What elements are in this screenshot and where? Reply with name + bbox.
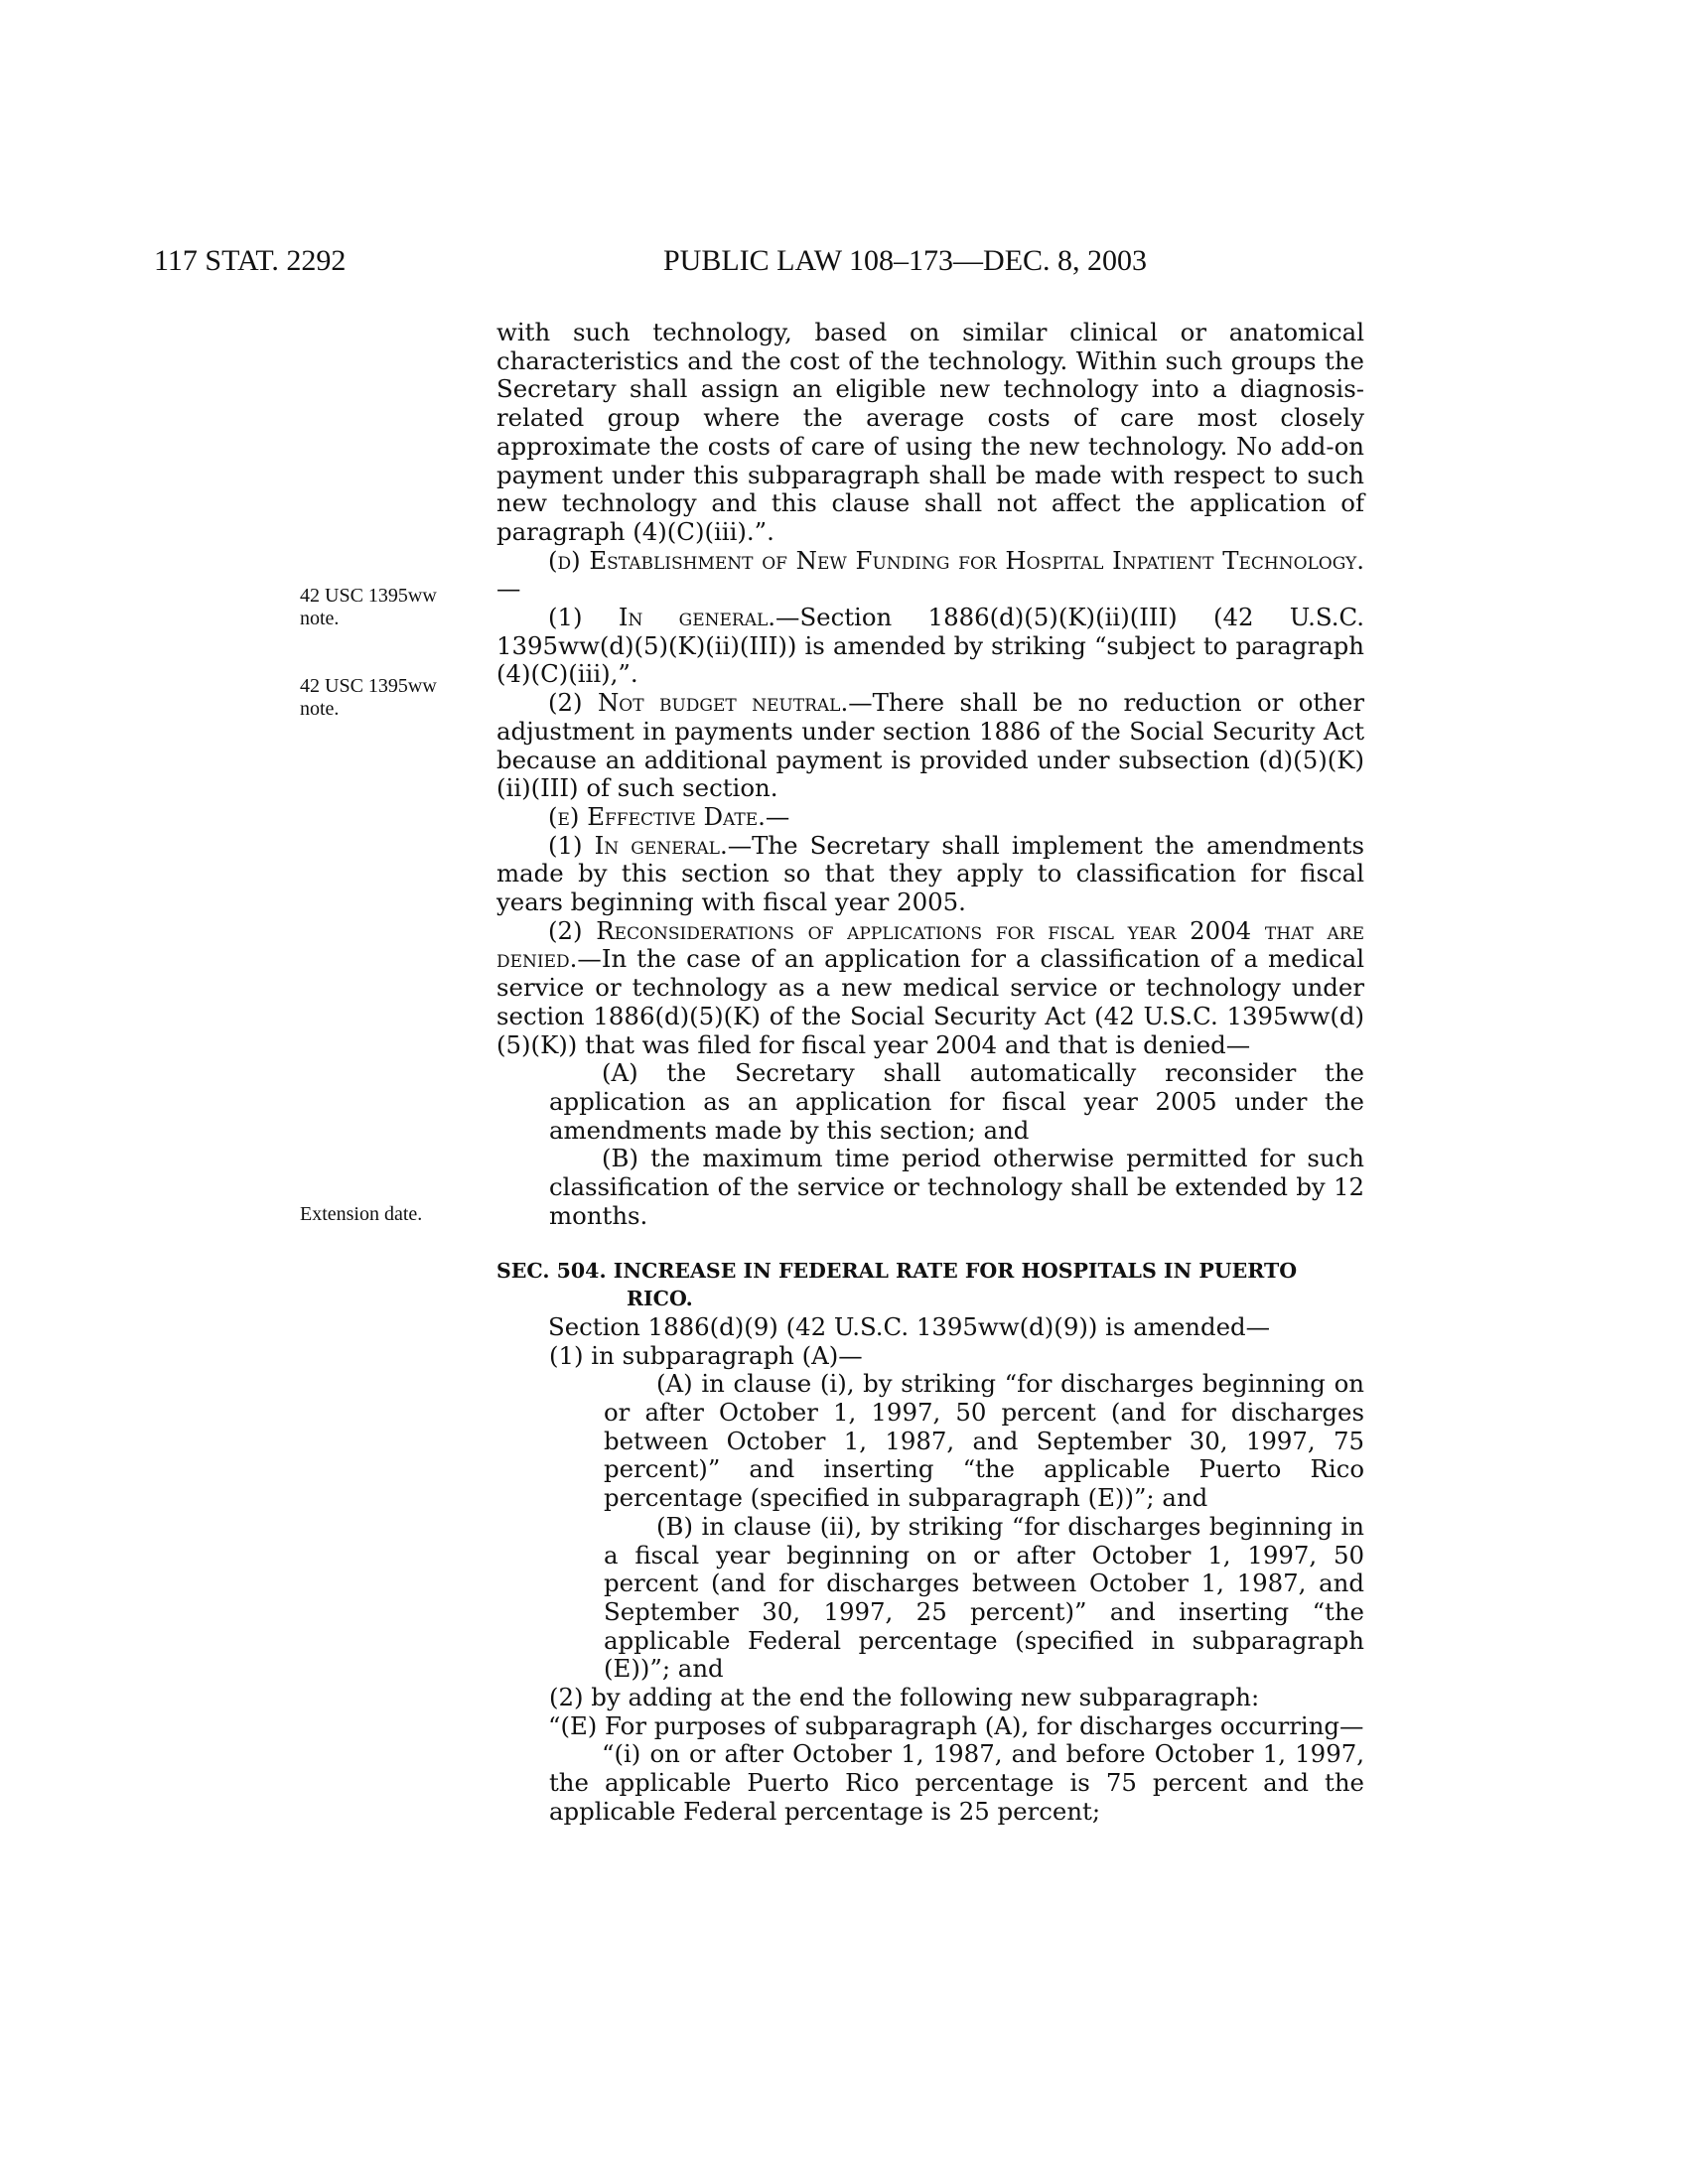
running-header [0, 244, 1688, 284]
paragraph-continuation: with such technology, based on similar clinical or anatomical characteristics and the cost of the technology. Within such groups the Secretary shall assign an eligible new technology into a diagnosis-related group where the average costs of care most closely approximate the costs of care of using the new technology. No add-on payment under this subparagraph shall be made with respect to such new technology and this clause shall not affect the application of paragraph (4)(C)(iii).”. [496, 318, 1364, 546]
margin-note-usc-2: 42 USC 1395ww note. [300, 675, 437, 720]
subsection-d-2: (2) Not budget neutral.—There shall be no reduction or other adjustment in payments under section 1886 of the Social Security Act because an additional payment is provided under subsection (d)(5)(K)(ii)(III) of such section. [496, 688, 1364, 803]
subsection-e-2-B: (B) the maximum time period otherwise permitted for such classification of the service or technology shall be extended by 12 months. [549, 1144, 1364, 1230]
section-504-item-1-A: (A) in clause (i), by striking “for discharges beginning on or after October 1, 1997, 50 percent (and for discharges between October 1, 1987, and September 30, 1997, 75 percent)” and inserting “the applicable Puerto Rico percentage (specified in subparagraph (E))”; and [604, 1369, 1364, 1513]
section-504-intro: Section 1886(d)(9) (42 U.S.C. 1395ww(d)(9)) is amended— [548, 1311, 1271, 1341]
margin-note-usc-1: 42 USC 1395ww note. [300, 585, 437, 629]
subsection-d-heading: (d) Establishment of New Funding for Hospital Inpatient Technology.— [496, 545, 1364, 604]
new-subparagraph-E: “(E) For purposes of subparagraph (A), for discharges occurring— [548, 1710, 1364, 1740]
margin-note-extension-date: Extension date. [300, 1203, 423, 1225]
public-law-title: PUBLIC LAW 108–173—DEC. 8, 2003 [663, 244, 1148, 277]
section-504-item-1: (1) in subparagraph (A)— [549, 1340, 863, 1370]
section-504-item-2: (2) by adding at the end the following new subparagraph: [549, 1683, 1260, 1712]
subsection-e-heading: (e) Effective Date.— [548, 801, 790, 831]
statute-body [496, 319, 1364, 1827]
section-504-item-1-B: (B) in clause (ii), by striking “for discharges beginning in a fiscal year beginning on or after October 1, 1997, 50 percent (and for discharges between October 1, 1987, and September 30, 1997, 25 percent)” and inserting “the applicable Federal percentage (specified in subparagraph (E))”; and [604, 1511, 1364, 1684]
subsection-e-2-A: (A) the Secretary shall automatically reconsider the application as an application for fiscal year 2005 under the amendments made by this section; and [549, 1058, 1364, 1145]
section-504-heading: SEC. 504. INCREASE IN FEDERAL RATE FOR HOSPITALS IN PUERTO RICO. [496, 1258, 1298, 1311]
new-subparagraph-E-i: “(i) on or after October 1, 1987, and before October 1, 1997, the applicable Puerto Rico percentage is 75 percent and the applicable Federal percentage is 25 percent; [549, 1739, 1364, 1826]
subsection-e-2: (2) Reconsiderations of applications for fiscal year 2004 that are denied.—In the case of an application for a classification of a medical service or technology as a new medical service or technology under section 1886(d)(5)(K) of the Social Security Act (42 U.S.C. 1395ww(d)(5)(K)) that was filed for fiscal year 2004 and that is denied— [496, 915, 1364, 1059]
subsection-e-1: (1) In general.—The Secretary shall implement the amendments made by this section so that they apply to classification for fiscal years beginning with fiscal year 2005. [496, 830, 1364, 917]
subsection-d-1: (1) In general.—Section 1886(d)(5)(K)(ii)(III) (42 U.S.C. 1395ww(d)(5)(K)(ii)(III)) is amended by striking “subject to paragraph (4)(C)(iii),”. [496, 603, 1364, 689]
statute-page-number: 117 STAT. 2292 [154, 244, 347, 277]
